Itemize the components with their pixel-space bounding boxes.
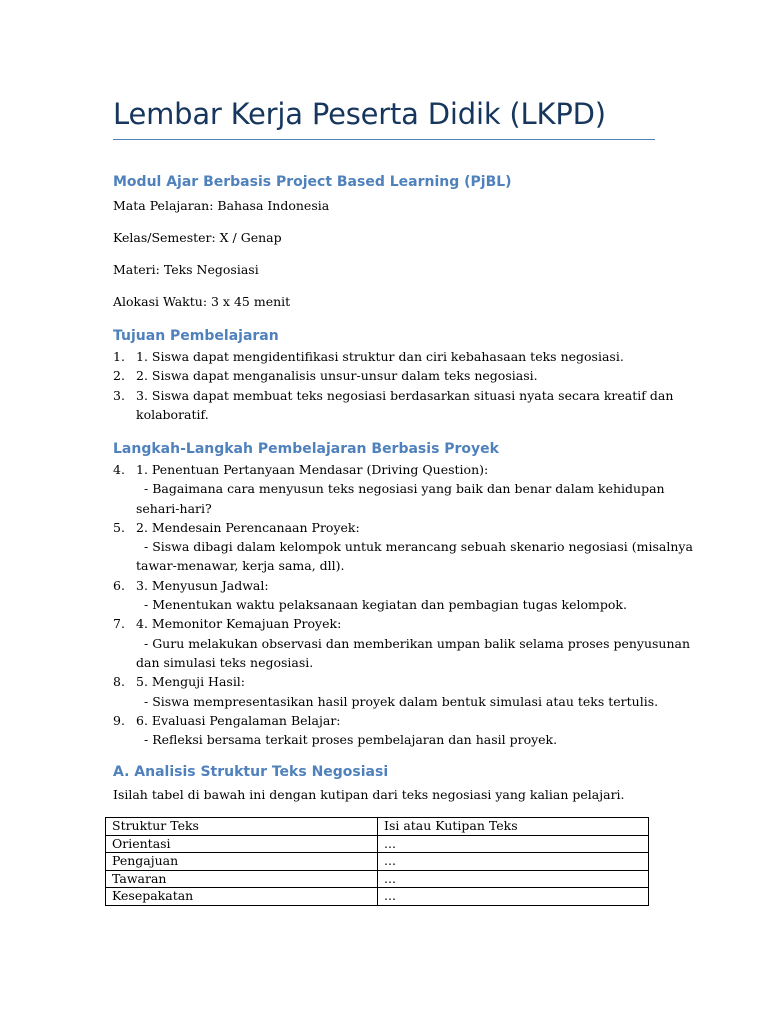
list-number: 4. (113, 462, 125, 477)
step-detail: - Guru melakukan observasi dan memberikan umpan balik selama proses penyusunan (144, 635, 691, 651)
step-title: 2. Mendesain Perencanaan Proyek: (136, 519, 360, 535)
table-header-row (106, 818, 649, 836)
list-item (113, 347, 658, 366)
analysis-heading: A. Analisis Struktur Teks Negosiasi (113, 764, 389, 780)
list-number: 1. (113, 349, 125, 364)
list-item (113, 711, 658, 750)
step-detail: - Siswa dibagi dalam kelompok untuk merancang sebuah skenario negosiasi (misalnya (144, 539, 693, 555)
list-item (113, 386, 674, 425)
objectives-heading: Tujuan Pembelajaran (113, 328, 279, 344)
list-number: 8. (113, 674, 125, 690)
list-item (113, 672, 658, 711)
table-cell-quote[interactable]: ... (378, 853, 649, 871)
list-text: 2. Siswa dapat menganalisis unsur-unsur dalam teks negosiasi. (136, 368, 538, 384)
title-underline (113, 139, 655, 140)
table-cell-structure: Pengajuan (106, 853, 378, 871)
list-number: 6. (113, 577, 125, 593)
list-item (113, 614, 691, 672)
step-detail: - Bagaimana cara menyusun teks negosiasi yang baik dan benar dalam kehidupan (144, 481, 665, 497)
list-item (113, 576, 658, 615)
time-line: Alokasi Waktu: 3 x 45 menit (113, 294, 291, 309)
list-text: 3. Siswa dapat membuat teks negosiasi berdasarkan situasi nyata secara kreatif dan (136, 387, 674, 403)
module-heading: Modul Ajar Berbasis Project Based Learning (PjBL) (113, 174, 512, 190)
step-title: 1. Penentuan Pertanyaan Mendasar (Driving Question): (136, 462, 489, 477)
step-detail: - Siswa mempresentasikan hasil proyek dalam bentuk simulasi atau teks tertulis. (144, 693, 659, 709)
list-item (113, 460, 665, 518)
table-header-cell: Isi atau Kutipan Teks (378, 818, 649, 836)
material-line: Materi: Teks Negosiasi (113, 262, 259, 277)
analysis-instruction: Isilah tabel di bawah ini dengan kutipan dari teks negosiasi yang kalian pelajari. (113, 787, 625, 802)
step-detail-continued: tawar-menawar, kerja sama, dll). (136, 558, 345, 574)
list-number: 9. (113, 712, 125, 728)
table-row (106, 853, 649, 871)
step-title: 5. Menguji Hasil: (136, 674, 246, 690)
list-number: 2. (113, 368, 125, 384)
table-cell-structure: Tawaran (106, 870, 378, 888)
list-item (113, 518, 693, 576)
table-cell-quote[interactable]: ... (378, 835, 649, 853)
step-detail: - Menentukan waktu pelaksanaan kegiatan dan pembagian tugas kelompok. (144, 597, 627, 613)
table-cell-quote[interactable]: ... (378, 870, 649, 888)
list-text: 1. Siswa dapat mengidentifikasi struktur dan ciri kebahasaan teks negosiasi. (136, 349, 624, 364)
step-detail: - Refleksi bersama terkait proses pembelajaran dan hasil proyek. (144, 732, 558, 748)
table-cell-quote[interactable]: ... (378, 888, 649, 906)
list-number: 5. (113, 519, 125, 535)
table-header-cell: Struktur Teks (106, 818, 378, 836)
class-line: Kelas/Semester: X / Genap (113, 230, 282, 245)
list-item (113, 366, 658, 385)
step-title: 6. Evaluasi Pengalaman Belajar: (136, 712, 341, 728)
steps-heading: Langkah-Langkah Pembelajaran Berbasis Proyek (113, 441, 499, 457)
subject-line: Mata Pelajaran: Bahasa Indonesia (113, 198, 330, 213)
table-row (106, 888, 649, 906)
step-title: 3. Menyusun Jadwal: (136, 577, 269, 593)
steps-list (113, 460, 693, 749)
step-detail-continued: sehari-hari? (136, 500, 212, 516)
table-cell-structure: Kesepakatan (106, 888, 378, 906)
list-text-continued: kolaboratif. (136, 406, 209, 422)
step-title: 4. Memonitor Kemajuan Proyek: (136, 616, 342, 632)
step-detail-continued: dan simulasi teks negosiasi. (136, 654, 314, 670)
table-cell-structure: Orientasi (106, 835, 378, 853)
table-row (106, 835, 649, 853)
table-row (106, 870, 649, 888)
structure-table (105, 817, 649, 906)
objectives-list (113, 347, 674, 424)
list-number: 3. (113, 387, 125, 403)
document-title: Lembar Kerja Peserta Didik (LKPD) (113, 97, 606, 131)
list-number: 7. (113, 616, 125, 632)
